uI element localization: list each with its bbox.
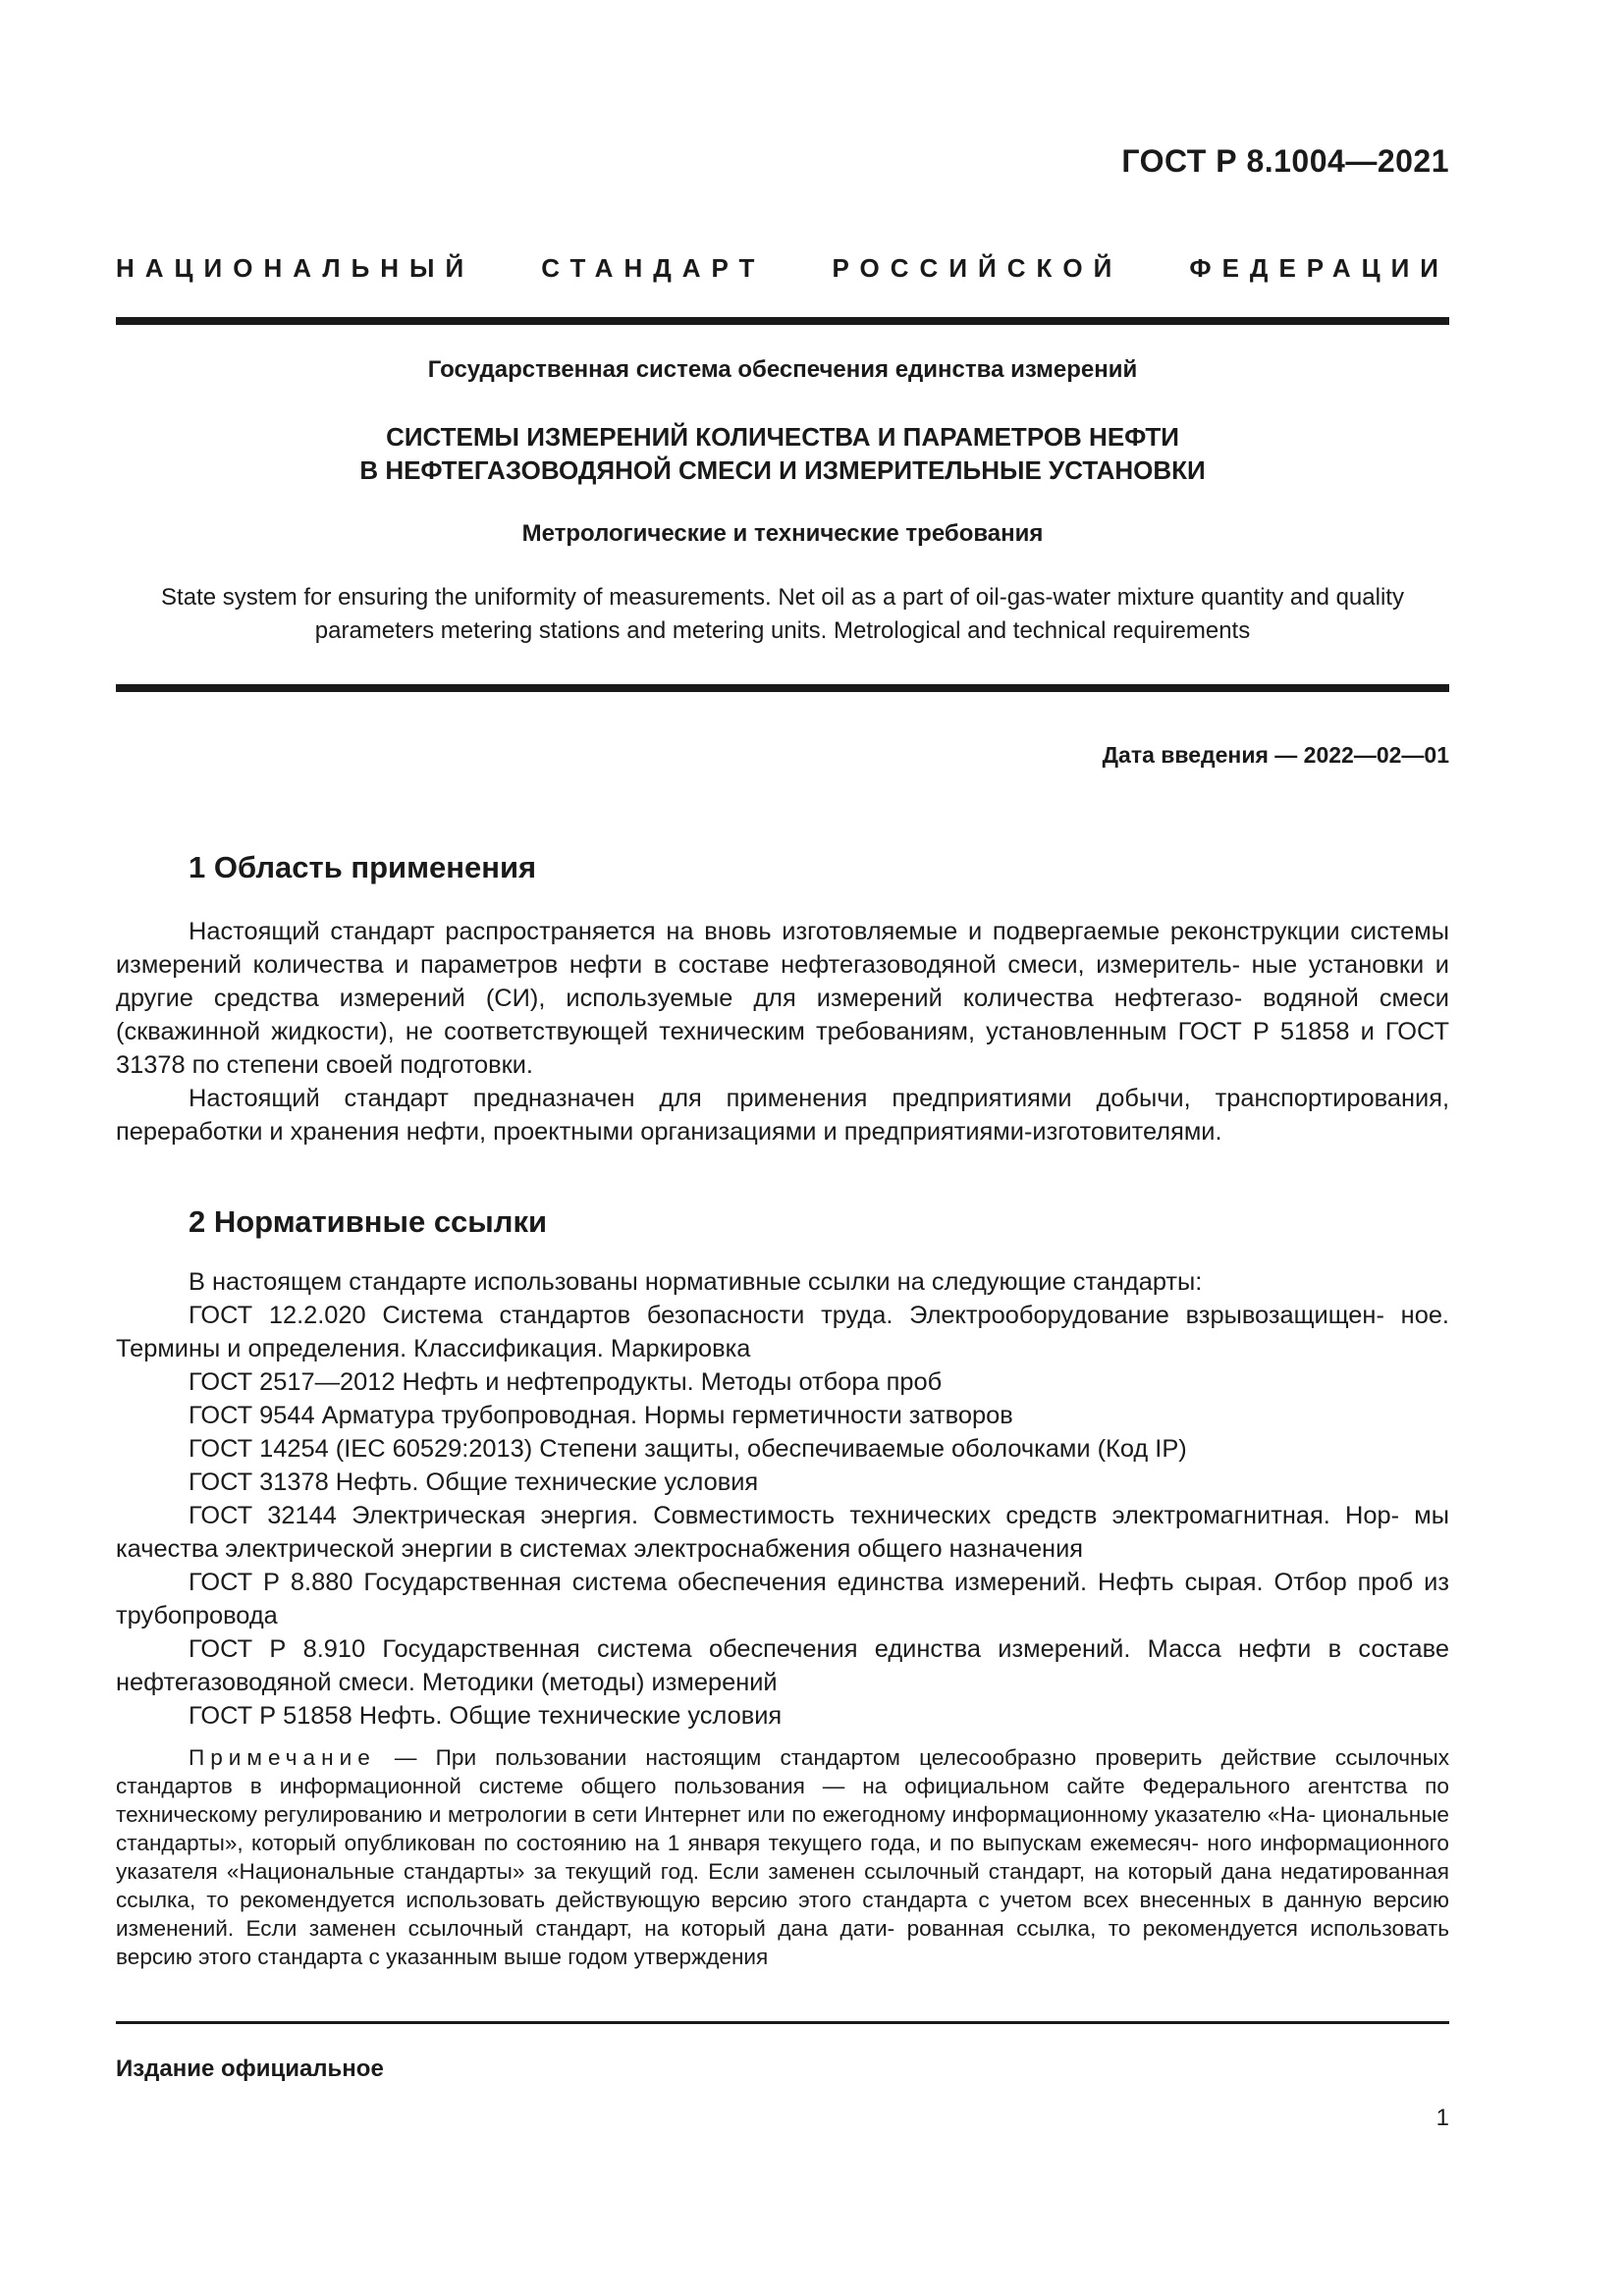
note-label: Примечание <box>189 1745 376 1770</box>
text-line: ГОСТ 32144 Электрическая энергия. Совместимость технических средств электромагнитная. Нор- <box>189 1502 1400 1529</box>
reference-item <box>116 1499 1449 1566</box>
text-line: техническому регулированию и метрологии в сети Интернет или по ежегодному информационному указателю «На- <box>116 1802 1316 1827</box>
text-line: переработки и хранения нефти, проектными организациями и предприятиями-изготовителями. <box>116 1118 1222 1146</box>
reference-intro: В настоящем стандарте использованы нормативные ссылки на следующие стандарты: <box>189 1268 1203 1296</box>
text-line: ные установки и другие средства измерений (СИ), используемые для измерений количества нефтегазо- <box>116 951 1449 1012</box>
text-line: ного информационного указателя «Национальные стандарты» за текущий год. Если заменен ссылочный стандарт, <box>116 1831 1449 1884</box>
english-title <box>116 581 1449 648</box>
note-block <box>116 1743 1449 1971</box>
text-line: мы качества электрической энергии в системах электроснабжения общего назначения <box>116 1502 1449 1563</box>
reference-item: ГОСТ 2517—2012 Нефть и нефтепродукты. Методы отбора проб <box>189 1368 943 1396</box>
footer-rule <box>116 2021 1449 2024</box>
reference-item: ГОСТ 14254 (IEC 60529:2013) Степени защиты, обеспечиваемые оболочками (Код IP) <box>189 1435 1187 1463</box>
text-line: ное. Термины и определения. Классификация. Маркировка <box>116 1302 1449 1362</box>
text-line: ГОСТ Р 8.910 Государственная система обеспечения единства измерений. Масса нефти в составе <box>189 1635 1449 1663</box>
text-line: ГОСТ Р 51858 и ГОСТ 31378 по степени своей подготовки. <box>116 1018 1450 1079</box>
paragraph <box>116 915 1449 1082</box>
text-line: на который дана недатированная ссылка, то рекомендуется использовать действующую версию этого стандарта <box>116 1859 1450 1912</box>
doc-number: ГОСТ Р 8.1004—2021 <box>1121 143 1449 179</box>
standard-title-line: СИСТЕМЫ ИЗМЕРЕНИЙ КОЛИЧЕСТВА И ПАРАМЕТРОВ НЕФТИ <box>386 422 1179 452</box>
reference-item <box>116 1632 1449 1699</box>
reference-item <box>116 1566 1449 1632</box>
section-2-body <box>116 1265 1449 1733</box>
text-line: ГОСТ Р 8.880 Государственная система обеспечения единства измерений. Нефть сырая. Отбор <box>189 1569 1347 1596</box>
section-1-heading: 1 Область применения <box>189 850 537 884</box>
text-line: системы измерений количества и параметров нефти в составе нефтегазоводяной смеси, измеритель- <box>116 918 1449 979</box>
text-line: рованная ссылка, то рекомендуется использовать версию этого стандарта с указанным выше годом утверждения <box>116 1916 1450 1969</box>
standard-subtitle: Метрологические и технические требования <box>521 520 1044 547</box>
introduction-date: Дата введения — 2022—02—01 <box>1102 742 1449 768</box>
reference-item <box>116 1299 1449 1365</box>
english-title-line: State system for ensuring the uniformity of measurements. Net oil as a part of oil-gas-water mixture quantity and quality <box>161 584 1404 611</box>
paragraph <box>116 1082 1449 1148</box>
text-line: — При пользовании настоящим стандартом целесообразно проверить действие ссылочных <box>375 1745 1449 1770</box>
standard-title-line: В НЕФТЕГАЗОВОДЯНОЙ СМЕСИ И ИЗМЕРИТЕЛЬНЫЕ УСТАНОВКИ <box>359 455 1206 485</box>
english-title-line: parameters metering stations and metering units. Metrological and technical requirements <box>314 617 1251 644</box>
standard-title <box>116 420 1449 487</box>
text-line: Настоящий стандарт предназначен для применения предприятиями добычи, транспортирования, <box>189 1085 1449 1112</box>
top-rule <box>116 317 1449 325</box>
section-2-heading: 2 Нормативные ссылки <box>189 1204 548 1239</box>
reference-item: ГОСТ 9544 Арматура трубопроводная. Нормы герметичности затворов <box>189 1402 1013 1429</box>
text-line: проб из трубопровода <box>116 1569 1449 1629</box>
text-line: с учетом всех внесенных в данную версию изменений. Если заменен ссылочный стандарт, на который дана дати- <box>116 1888 1449 1941</box>
text-line: циональные стандарты», который опубликован по состоянию на 1 января текущего года, и по выпускам ежемесяч- <box>116 1802 1450 1855</box>
note-paragraph <box>116 1743 1449 1971</box>
national-standard-title: НАЦИОНАЛЬНЫЙ СТАНДАРТ РОССИЙСКОЙ ФЕДЕРАЦИИ <box>116 253 1449 283</box>
text-line: стандартов в информационной системе общего пользования — на официальном сайте Федерального агентства по <box>116 1774 1449 1798</box>
reference-item: ГОСТ Р 51858 Нефть. Общие технические условия <box>189 1702 783 1730</box>
page-number: 1 <box>1435 2105 1449 2131</box>
section-1-body <box>116 915 1449 1148</box>
reference-item: ГОСТ 31378 Нефть. Общие технические условия <box>189 1468 759 1496</box>
official-edition: Издание официальное <box>116 2056 384 2082</box>
text-line: ГОСТ 12.2.020 Система стандартов безопасности труда. Электрооборудование взрывозащищен- <box>189 1302 1384 1329</box>
system-name: Государственная система обеспечения единства измерений <box>427 356 1138 383</box>
text-line: водяной смеси (скважинной жидкости), не соответствующей техническим требованиям, установленным <box>116 985 1449 1045</box>
text-line: Настоящий стандарт распространяется на вновь изготовляемые и подвергаемые реконструкции <box>189 918 1340 945</box>
text-line: нефтегазоводяной смеси. Методики (методы) измерений <box>116 1669 778 1696</box>
title-bottom-rule <box>116 684 1449 692</box>
